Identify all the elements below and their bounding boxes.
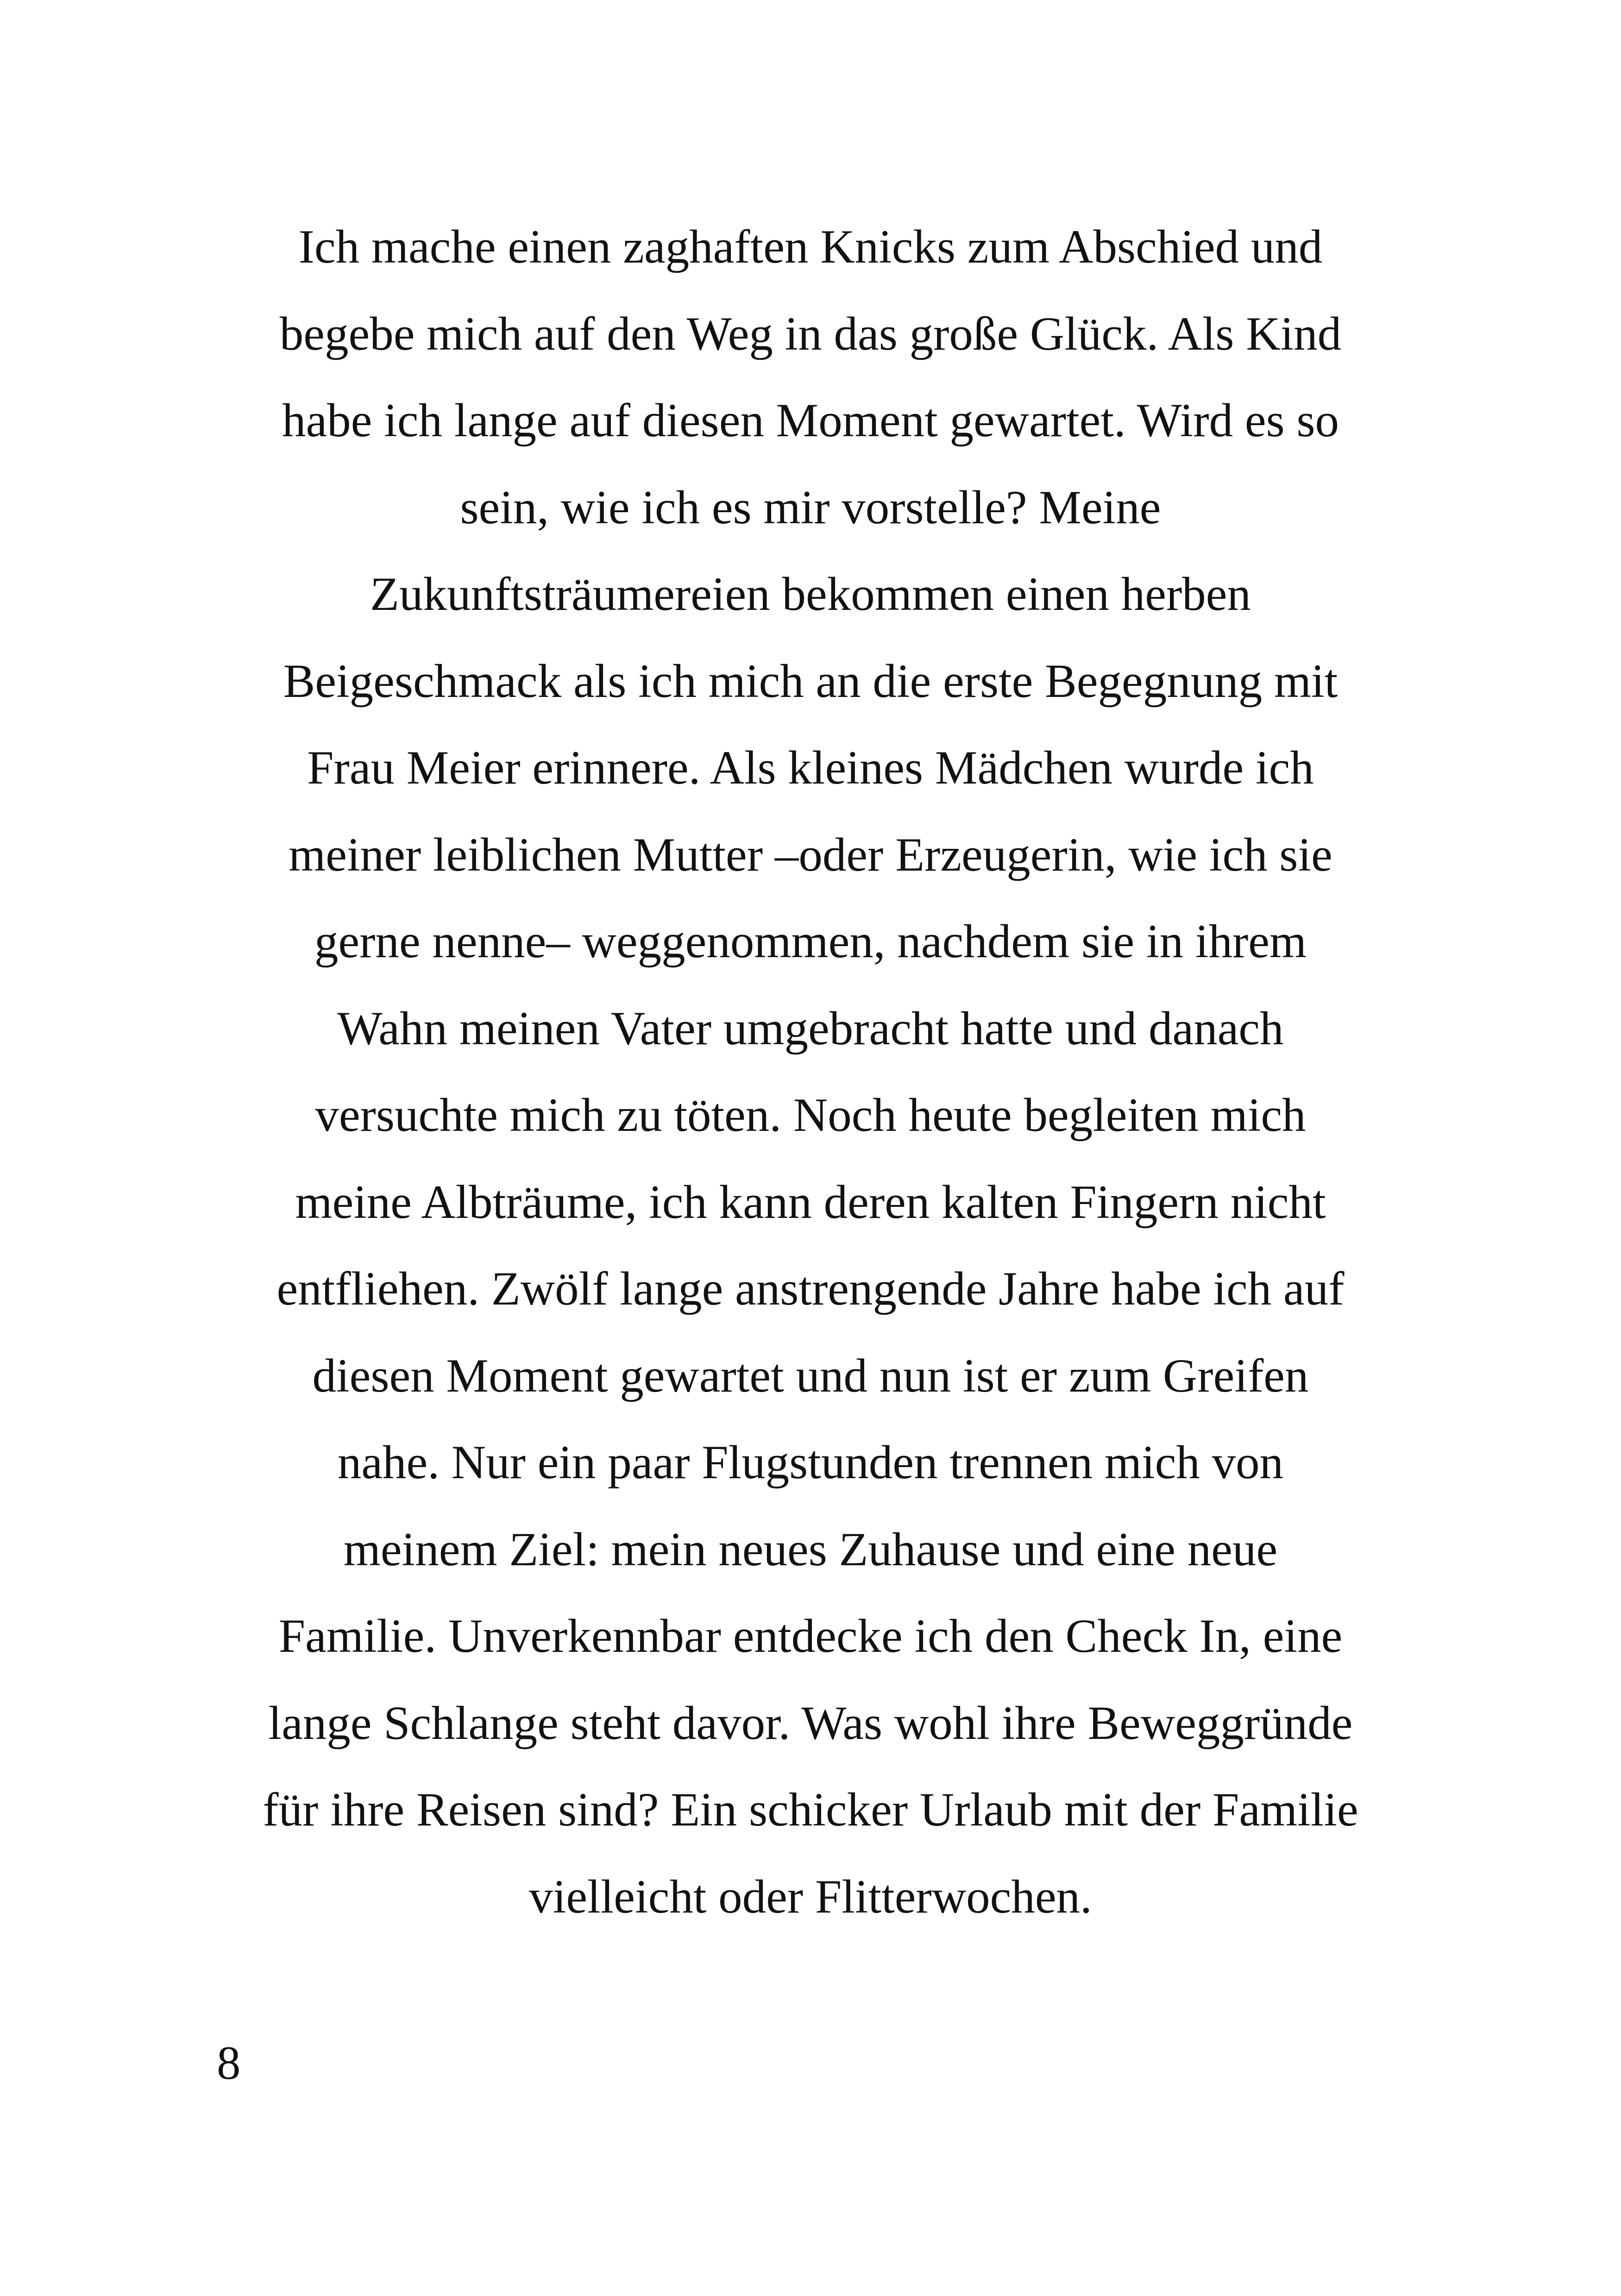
text-line: Wahn meinen Vater umgebracht hatte und danach <box>337 1002 1284 1055</box>
text-line: für ihre Reisen sind? Ein schicker Urlaub mit der Familie <box>263 1783 1358 1836</box>
text-line: Beigeschmack als ich mich an die erste Begegnung mit <box>283 654 1338 708</box>
text-line: versuchte mich zu töten. Noch heute begleiten mich <box>315 1089 1306 1142</box>
text-line: Ich mache einen zaghaften Knicks zum Abschied und <box>298 220 1323 273</box>
page-number: 8 <box>217 2037 241 2089</box>
text-line: meinem Ziel: mein neues Zuhause und eine neue <box>343 1523 1278 1576</box>
text-line: meine Albträume, ich kann deren kalten Fingern nicht <box>295 1175 1326 1229</box>
text-line: Familie. Unverkennbar entdecke ich den Check In, eine <box>278 1610 1343 1662</box>
text-line: sein, wie ich es mir vorstelle? Meine <box>460 481 1161 534</box>
text-line: meiner leiblichen Mutter –oder Erzeugerin, wie ich sie <box>289 828 1332 881</box>
text-line: habe ich lange auf diesen Moment gewartet. Wird es so <box>282 394 1339 447</box>
text-line: diesen Moment gewartet und nun ist er zum Greifen <box>312 1349 1309 1402</box>
text-line: begebe mich auf den Weg in das große Glück. Als Kind <box>279 307 1342 360</box>
text-line: entfliehen. Zwölf lange anstrengende Jahre habe ich auf <box>276 1262 1345 1315</box>
text-line: nahe. Nur ein paar Flugstunden trennen mich von <box>337 1436 1284 1489</box>
text-line: Zukunftsträumereien bekommen einen herben <box>370 568 1251 621</box>
text-line: lange Schlange steht davor. Was wohl ihre Beweggründe <box>268 1696 1353 1750</box>
text-line: Frau Meier erinnere. Als kleines Mädchen wurde ich <box>307 741 1314 794</box>
body-text <box>195 204 1426 1940</box>
text-line: vielleicht oder Flitterwochen. <box>529 1870 1092 1923</box>
text-line: gerne nenne– weggenommen, nachdem sie in ihrem <box>314 915 1307 968</box>
